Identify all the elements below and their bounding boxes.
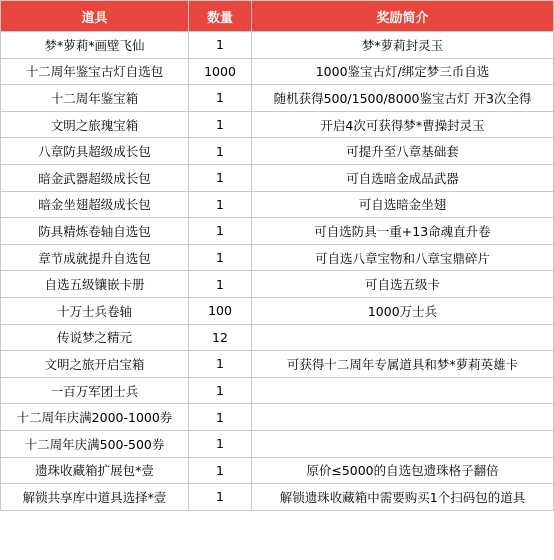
cell-quantity: 1 [189, 164, 252, 191]
table-row [1, 271, 554, 298]
cell-description: 可获得十二周年专属道具和梦*萝莉英雄卡 [252, 351, 554, 378]
cell-item: 暗金武器超级成长包 [1, 164, 189, 191]
table-body [1, 32, 554, 511]
cell-description: 随机获得500/1500/8000鉴宝古灯 开3次全得 [252, 85, 554, 112]
cell-quantity: 1 [189, 138, 252, 165]
cell-quantity: 1 [189, 351, 252, 378]
cell-description [252, 404, 554, 431]
cell-description: 原价≤5000的自选包遗珠格子翻倍 [252, 457, 554, 484]
cell-description [252, 324, 554, 351]
column-header-quantity: 数量 [189, 1, 252, 32]
table-row [1, 351, 554, 378]
cell-item: 暗金坐翅超级成长包 [1, 191, 189, 218]
table-row [1, 111, 554, 138]
cell-item: 文明之旅开启宝箱 [1, 351, 189, 378]
table-row [1, 85, 554, 112]
cell-quantity: 1 [189, 244, 252, 271]
table-row [1, 404, 554, 431]
cell-quantity: 1 [189, 85, 252, 112]
table-row [1, 164, 554, 191]
cell-item: 章节成就提升自选包 [1, 244, 189, 271]
cell-description: 可自选八章宝物和八章宝鼎碎片 [252, 244, 554, 271]
column-header-description: 奖励简介 [252, 1, 554, 32]
cell-quantity: 1 [189, 111, 252, 138]
cell-quantity: 1 [189, 218, 252, 245]
table-header-row [1, 1, 554, 32]
cell-quantity: 1 [189, 32, 252, 59]
cell-item: 十二周年庆满2000-1000券 [1, 404, 189, 431]
cell-description: 梦*萝莉封灵玉 [252, 32, 554, 59]
cell-item: 解锁共享库中道具选择*壹 [1, 484, 189, 511]
cell-description: 解锁遗珠收藏箱中需要购买1个扫码包的道具 [252, 484, 554, 511]
cell-quantity: 1 [189, 191, 252, 218]
cell-quantity: 100 [189, 297, 252, 324]
cell-quantity: 1 [189, 457, 252, 484]
cell-description: 可提升至八章基础套 [252, 138, 554, 165]
cell-item: 八章防具超级成长包 [1, 138, 189, 165]
table-row [1, 457, 554, 484]
cell-description: 可自选暗金成品武器 [252, 164, 554, 191]
cell-quantity: 1 [189, 484, 252, 511]
table-row [1, 138, 554, 165]
table-row [1, 297, 554, 324]
cell-description: 可自选防具一重+13命魂直升卷 [252, 218, 554, 245]
cell-description [252, 377, 554, 404]
cell-quantity: 1 [189, 377, 252, 404]
table-row [1, 377, 554, 404]
cell-description: 开启4次可获得梦*曹操封灵玉 [252, 111, 554, 138]
cell-description: 1000万士兵 [252, 297, 554, 324]
cell-item: 梦*萝莉*画壁飞仙 [1, 32, 189, 59]
column-header-item: 道具 [1, 1, 189, 32]
cell-item: 防具精炼卷轴自选包 [1, 218, 189, 245]
cell-item: 十二周年鉴宝古灯自选包 [1, 58, 189, 85]
table-row [1, 484, 554, 511]
cell-item: 十二周年鉴宝箱 [1, 85, 189, 112]
table-row [1, 324, 554, 351]
table-row [1, 58, 554, 85]
cell-item: 一百万军团士兵 [1, 377, 189, 404]
cell-quantity: 1 [189, 271, 252, 298]
table-row [1, 430, 554, 457]
cell-description [252, 430, 554, 457]
cell-item: 十万士兵卷轴 [1, 297, 189, 324]
table-row [1, 218, 554, 245]
cell-item: 遗珠收藏箱扩展包*壹 [1, 457, 189, 484]
cell-quantity: 1000 [189, 58, 252, 85]
cell-quantity: 1 [189, 430, 252, 457]
table-row [1, 191, 554, 218]
cell-description: 可自选暗金坐翅 [252, 191, 554, 218]
table-row [1, 32, 554, 59]
cell-description: 可自选五级卡 [252, 271, 554, 298]
cell-item: 传说梦之精元 [1, 324, 189, 351]
cell-item: 自选五级镶嵌卡册 [1, 271, 189, 298]
cell-item: 文明之旅瑰宝箱 [1, 111, 189, 138]
cell-description: 1000鉴宝古灯/绑定梦三币自选 [252, 58, 554, 85]
table-row [1, 244, 554, 271]
cell-item: 十二周年庆满500-500券 [1, 430, 189, 457]
cell-quantity: 12 [189, 324, 252, 351]
cell-quantity: 1 [189, 404, 252, 431]
